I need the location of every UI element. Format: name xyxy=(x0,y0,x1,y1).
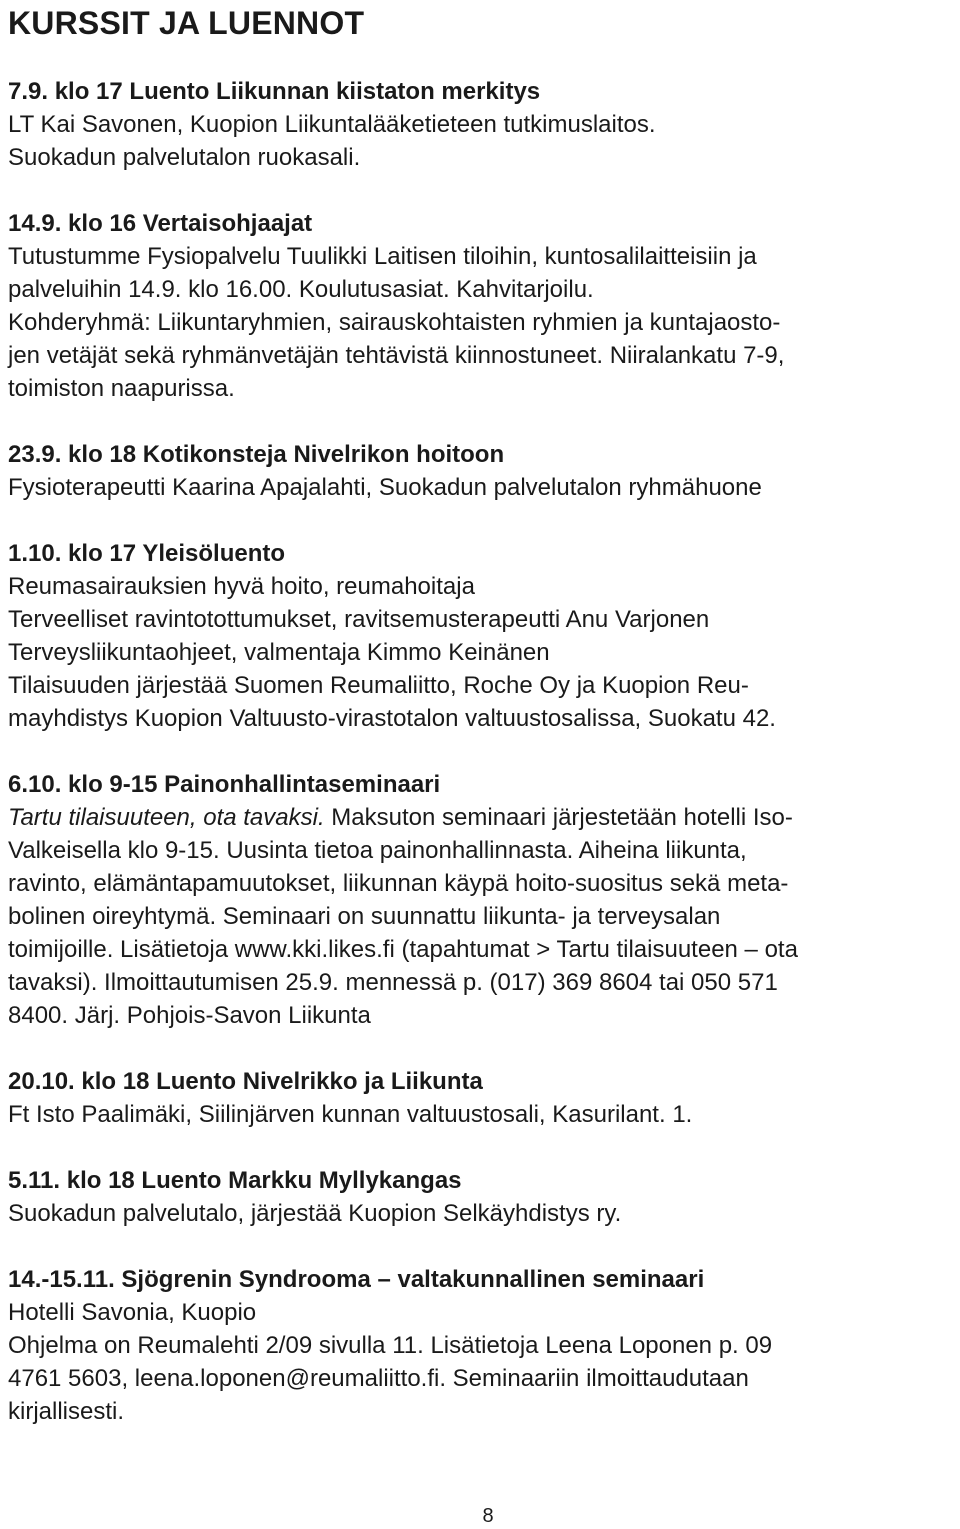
event-line: toimijoille. Lisätietoja www.kki.likes.fi (tapahtumat > Tartu tilaisuuteen – ota xyxy=(8,936,798,963)
event-heading: 5.11. klo 18 Luento Markku Myllykangas xyxy=(8,1167,462,1194)
event-line: Ft Isto Paalimäki, Siilinjärven kunnan valtuustosali, Kasurilant. 1. xyxy=(8,1101,693,1128)
event-section xyxy=(8,1263,954,1428)
event-line: Suokadun palvelutalo, järjestää Kuopion Selkäyhdistys ry. xyxy=(8,1200,622,1227)
event-section xyxy=(8,537,954,735)
event-section xyxy=(8,768,954,1032)
event-line: LT Kai Savonen, Kuopion Liikuntalääketieteen tutkimuslaitos. xyxy=(8,111,656,138)
event-heading: 20.10. klo 18 Luento Nivelrikko ja Liikunta xyxy=(8,1068,483,1095)
event-line: jen vetäjät sekä ryhmänvetäjän tehtävistä kiinnostuneet. Niiralankatu 7-9, xyxy=(8,342,785,369)
event-section xyxy=(8,207,954,405)
event-line: ravinto, elämäntapamuutokset, liikunnan käypä hoito-suositus sekä meta- xyxy=(8,870,789,897)
event-line: tavaksi). Ilmoittautumisen 25.9. mennessä p. (017) 369 8604 tai 050 571 xyxy=(8,969,778,996)
event-section xyxy=(8,75,954,174)
event-line: 8400. Järj. Pohjois-Savon Liikunta xyxy=(8,1002,371,1029)
event-line: Terveysliikuntaohjeet, valmentaja Kimmo Keinänen xyxy=(8,639,550,666)
event-line: Terveelliset ravintotottumukset, ravitsemusterapeutti Anu Varjonen xyxy=(8,606,710,633)
event-heading: 14.9. klo 16 Vertaisohjaajat xyxy=(8,210,313,237)
event-section xyxy=(8,1065,954,1131)
event-section xyxy=(8,1164,954,1230)
event-section xyxy=(8,438,954,504)
event-line: Tutustumme Fysiopalvelu Tuulikki Laitisen tiloihin, kuntosalilaitteisiin ja xyxy=(8,243,757,270)
event-line: Hotelli Savonia, Kuopio xyxy=(8,1299,257,1326)
page-number: 8 xyxy=(482,1505,494,1527)
page-title: KURSSIT JA LUENNOT xyxy=(8,5,365,41)
event-line: Suokadun palvelutalon ruokasali. xyxy=(8,144,361,171)
event-line-rest: Maksuton seminaari järjestetään hotelli Iso- xyxy=(324,804,793,831)
event-line: Valkeisella klo 9-15. Uusinta tietoa painonhallinnasta. Aiheina liikunta, xyxy=(8,837,747,864)
event-heading: 23.9. klo 18 Kotikonsteja Nivelrikon hoitoon xyxy=(8,441,505,468)
event-line: Ohjelma on Reumalehti 2/09 sivulla 11. Lisätietoja Leena Loponen p. 09 xyxy=(8,1332,773,1359)
event-heading: 7.9. klo 17 Luento Liikunnan kiistaton merkitys xyxy=(8,78,541,105)
event-line: kirjallisesti. xyxy=(8,1398,125,1425)
event-line: Reumasairauksien hyvä hoito, reumahoitaja xyxy=(8,573,475,600)
document-page xyxy=(8,0,954,1428)
event-heading: 1.10. klo 17 Yleisöluento xyxy=(8,540,286,567)
event-line xyxy=(8,801,954,834)
event-line: mayhdistys Kuopion Valtuusto-virastotalon valtuustosalissa, Suokatu 42. xyxy=(8,705,776,732)
event-heading: 14.-15.11. Sjögrenin Syndrooma – valtakunnallinen seminaari xyxy=(8,1266,705,1293)
event-line: palveluihin 14.9. klo 16.00. Koulutusasiat. Kahvitarjoilu. xyxy=(8,276,594,303)
event-line: 4761 5603, leena.loponen@reumaliitto.fi. Seminaariin ilmoittaudutaan xyxy=(8,1365,749,1392)
event-line: Fysioterapeutti Kaarina Apajalahti, Suokadun palvelutalon ryhmähuone xyxy=(8,474,762,501)
event-line: Tilaisuuden järjestää Suomen Reumaliitto, Roche Oy ja Kuopion Reu- xyxy=(8,672,749,699)
event-line: Kohderyhmä: Liikuntaryhmien, sairauskohtaisten ryhmien ja kuntajaosto- xyxy=(8,309,781,336)
event-line-italic: Tartu tilaisuuteen, ota tavaksi. xyxy=(8,804,325,831)
event-line: toimiston naapurissa. xyxy=(8,375,235,402)
event-heading: 6.10. klo 9-15 Painonhallintaseminaari xyxy=(8,771,441,798)
event-line: bolinen oireyhtymä. Seminaari on suunnattu liikunta- ja terveysalan xyxy=(8,903,721,930)
